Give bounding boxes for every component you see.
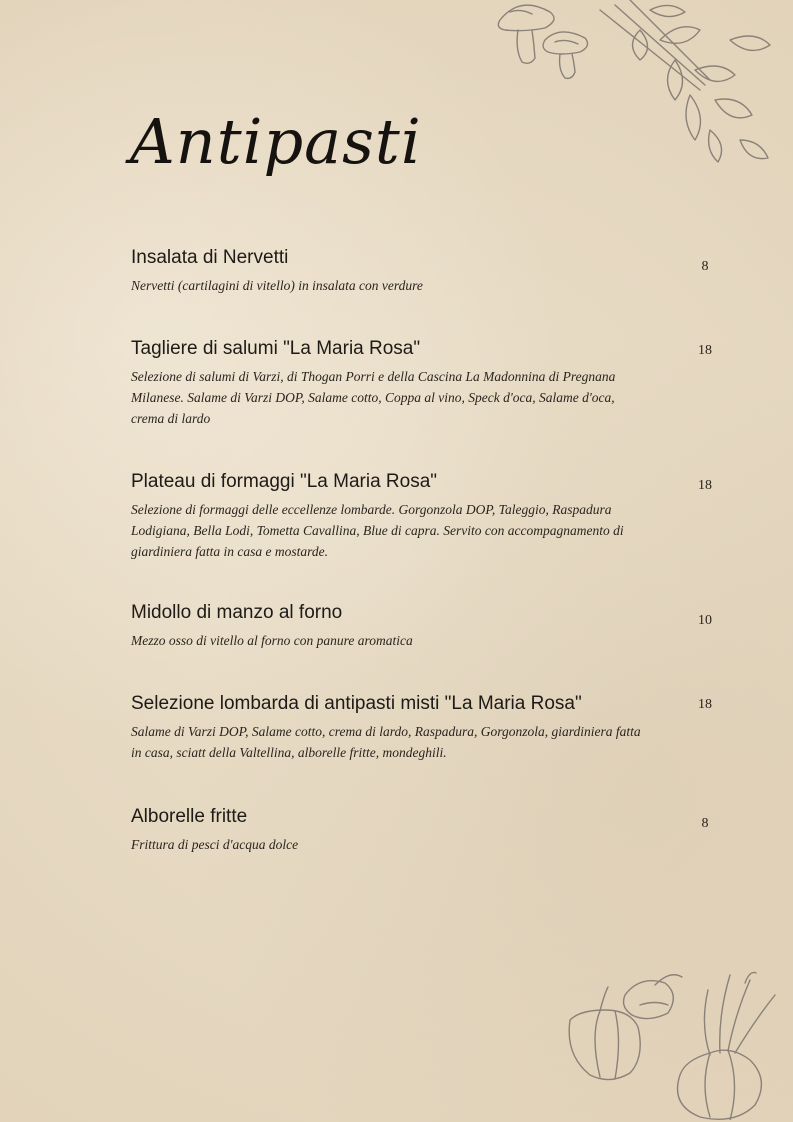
mushroom-herb-illustration	[490, 0, 780, 170]
item-name: Alborelle fritte	[131, 806, 248, 827]
item-description: Nervetti (cartilagini di vitello) in insalata con verdure	[131, 278, 423, 293]
item-price: 8	[701, 259, 709, 274]
item-name: Selezione lombarda di antipasti misti "La Maria Rosa"	[131, 693, 582, 714]
menu-item	[131, 338, 731, 429]
item-name: Tagliere di salumi "La Maria Rosa"	[131, 338, 421, 359]
item-name: Plateau di formaggi "La Maria Rosa"	[131, 471, 438, 492]
item-price: 18	[698, 697, 712, 712]
menu-item	[131, 471, 731, 562]
item-description: Selezione di salumi di Varzi, di Thogan Porri e della Cascina La Madonnina di Pregnana Milanese. Salame di Varzi DOP, Salame cotto, Coppa al vino, Speck d'oca, Salame d'oca, crema di lardo	[131, 369, 616, 426]
item-price: 8	[701, 816, 709, 831]
menu-item	[131, 806, 731, 855]
item-price: 10	[698, 613, 712, 628]
garlic-onion-illustration	[560, 965, 785, 1120]
menu-item	[131, 602, 731, 651]
menu-item	[131, 693, 731, 763]
item-price: 18	[698, 343, 712, 358]
menu-title: Antipasti	[130, 105, 422, 178]
item-description: Mezzo osso di vitello al forno con panure aromatica	[131, 633, 413, 648]
item-name: Insalata di Nervetti	[131, 247, 289, 268]
item-name: Midollo di manzo al forno	[131, 602, 343, 623]
item-description: Selezione di formaggi delle eccellenze lombarde. Gorgonzola DOP, Taleggio, Raspadura Lodigiana, Bella Lodi, Tometta Cavallina, Blue di capra. Servito con accompagnamento di giardiniera fatta in casa e mostarde.	[131, 502, 624, 559]
item-price: 18	[698, 478, 712, 493]
item-description: Frittura di pesci d'acqua dolce	[131, 837, 299, 852]
item-description: Salame di Varzi DOP, Salame cotto, crema di lardo, Raspadura, Gorgonzola, giardiniera fatta in casa, sciatt della Valtellina, alborelle fritte, mondeghili.	[131, 724, 641, 760]
menu-item	[131, 247, 731, 296]
